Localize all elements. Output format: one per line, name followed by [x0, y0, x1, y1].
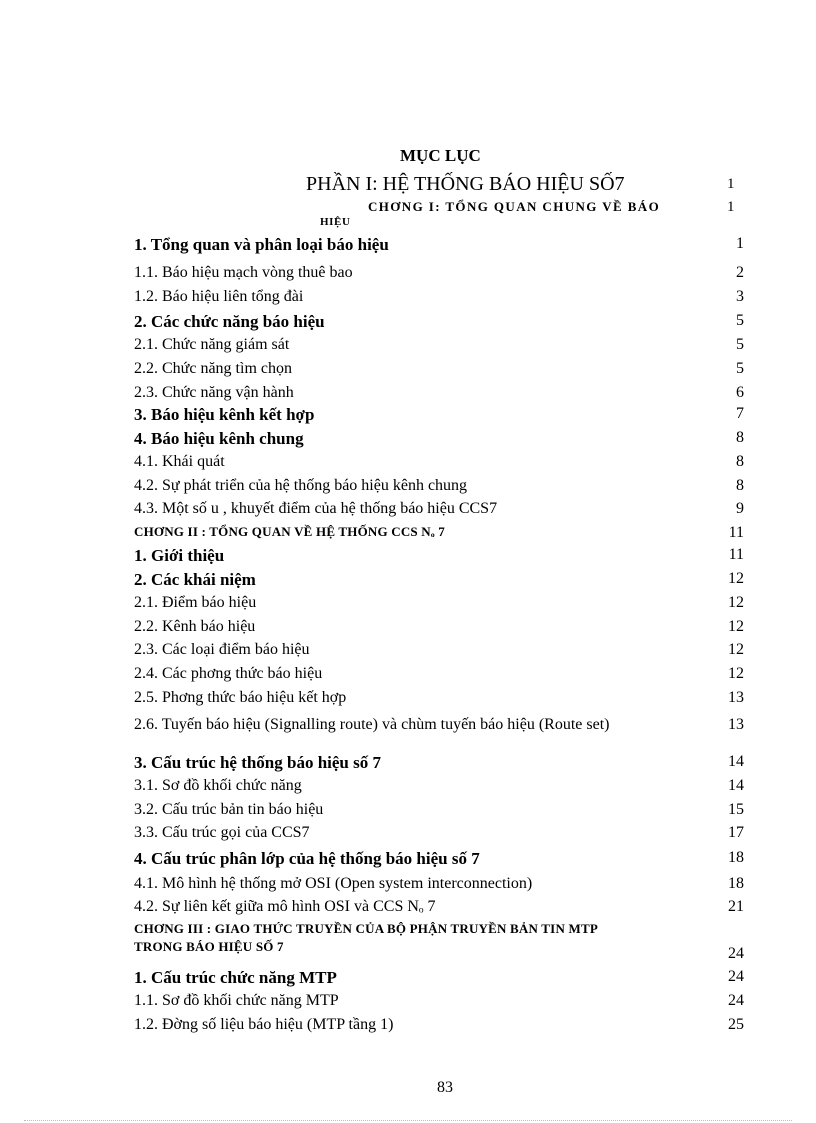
toc-entry-title: 3. Cấu trúc hệ thống báo hiệu số 7 [134, 753, 382, 772]
footer-rule [24, 1120, 792, 1121]
toc-entry-title-continuation: TRONG BÁO HIỆU SỐ 7 [134, 939, 284, 954]
toc-entry-title: 4.2. Sự liên kết giữa mô hình OSI và CCS Nₒ 7 [134, 898, 436, 915]
toc-entry-page: 13 [728, 716, 744, 733]
toc-entry-title: 2.1. Điểm báo hiệu [134, 594, 257, 611]
toc-entry-title: 4.3. Một số u , khuyết điểm của hệ thống báo hiệu CCS7 [134, 500, 498, 517]
chapter1-page-number: 1 [727, 199, 735, 215]
toc-entry-page: 18 [728, 875, 744, 892]
toc-entry-page: 12 [728, 665, 744, 682]
toc-entry-page: 2 [736, 264, 744, 281]
toc-entry-page: 5 [736, 312, 744, 329]
part-heading: PHẦN I: HỆ THỐNG BÁO HIỆU SỐ7 [306, 173, 625, 195]
toc-entry-page: 12 [728, 570, 744, 587]
toc-entry-title: 4. Báo hiệu kênh chung [134, 429, 304, 448]
toc-entry-page: 18 [728, 849, 744, 866]
toc-entry-title: 2.2. Chức năng tìm chọn [134, 360, 292, 377]
toc-title: MỤC LỤC [400, 146, 481, 165]
part-page-number: 1 [727, 176, 735, 192]
toc-entry-title: 1. Cấu trúc chức năng MTP [134, 968, 337, 987]
toc-entry-page: 24 [728, 968, 744, 985]
toc-entry-title: 2.4. Các phơng thức báo hiệu [134, 665, 323, 682]
page-number: 83 [437, 1079, 453, 1096]
toc-entry-page: 12 [728, 618, 744, 635]
toc-entry-title: 3.2. Cấu trúc bản tin báo hiệu [134, 801, 324, 818]
toc-entry-page: 15 [728, 801, 744, 818]
toc-entry-title: 3. Báo hiệu kênh kết hợp [134, 405, 315, 424]
toc-entry-title: 1.1. Báo hiệu mạch vòng thuê bao [134, 264, 353, 281]
toc-entry-page: 1 [736, 235, 744, 252]
chapter1-heading: CHƠNG I: TỔNG QUAN CHUNG VỀ BÁO [368, 199, 661, 214]
toc-entry-page: 8 [736, 453, 744, 470]
toc-entry-title: 2.1. Chức năng giám sát [134, 336, 290, 353]
toc-entry-title: 2.3. Chức năng vận hành [134, 384, 294, 401]
toc-entry-page: 24 [728, 945, 744, 962]
toc-entry-page: 25 [728, 1016, 744, 1033]
toc-entry-title: 1. Tổng quan và phân loại báo hiệu [134, 235, 389, 254]
toc-entry-page: 7 [736, 405, 744, 422]
toc-entry-page: 21 [728, 898, 744, 915]
toc-entry-page: 12 [728, 594, 744, 611]
toc-entry-page: 6 [736, 384, 744, 401]
toc-entry-page: 14 [728, 777, 744, 794]
toc-entry-page: 14 [728, 753, 744, 770]
toc-entry-title: CHƠNG III : GIAO THỨC TRUYỀN CỦA BỘ PHẬN TRUYỀN BẢN TIN MTP [134, 921, 598, 936]
toc-entry-page: 24 [728, 992, 744, 1009]
toc-entry-page: 8 [736, 429, 744, 446]
toc-entry-title: 3.1. Sơ đồ khối chức năng [134, 777, 302, 794]
toc-entry-page: 5 [736, 360, 744, 377]
toc-entry-title: 2. Các chức năng báo hiệu [134, 312, 325, 331]
toc-entry-page: 9 [736, 500, 744, 517]
toc-entry-title: 1.2. Báo hiệu liên tổng đài [134, 288, 304, 305]
toc-entry-title: 1. Giới thiệu [134, 546, 225, 565]
toc-entry-title: 2.2. Kênh báo hiệu [134, 618, 256, 635]
toc-entry-page: 11 [728, 546, 744, 563]
toc-entry-page: 13 [728, 689, 744, 706]
toc-entry-page: 3 [736, 288, 744, 305]
toc-entry-title: 2.5. Phơng thức báo hiệu kết hợp [134, 689, 347, 706]
toc-entry-page: 5 [736, 336, 744, 353]
toc-entry-page: 11 [728, 524, 744, 541]
toc-entry-title: 4.2. Sự phát triển của hệ thống báo hiệu kênh chung [134, 477, 468, 494]
toc-entry-title: CHƠNG II : TỔNG QUAN VỀ HỆ THỐNG CCS Nₒ 7 [134, 524, 445, 539]
toc-entry-page: 8 [736, 477, 744, 494]
toc-entry-title: 2.3. Các loại điểm báo hiệu [134, 641, 310, 658]
toc-entry-title: 4.1. Khái quát [134, 453, 225, 470]
toc-entry-title: 2.6. Tuyến báo hiệu (Signalling route) và chùm tuyến báo hiệu (Route set) [134, 716, 610, 733]
toc-entry-title: 4.1. Mô hình hệ thống mở OSI (Open system interconnection) [134, 875, 533, 892]
toc-entry-title: 1.1. Sơ đồ khối chức năng MTP [134, 992, 339, 1009]
toc-entry-title: 2. Các khái niệm [134, 570, 256, 589]
toc-entry-page: 17 [728, 824, 744, 841]
toc-entry-title: 3.3. Cấu trúc gọi của CCS7 [134, 824, 310, 841]
toc-entry-page: 12 [728, 641, 744, 658]
toc-entry-title: 4. Cấu trúc phân lớp của hệ thống báo hiệu số 7 [134, 849, 480, 868]
chapter1-heading-continuation: HIỆU [320, 216, 351, 228]
toc-entry-title: 1.2. Đờng số liệu báo hiệu (MTP tầng 1) [134, 1016, 394, 1033]
